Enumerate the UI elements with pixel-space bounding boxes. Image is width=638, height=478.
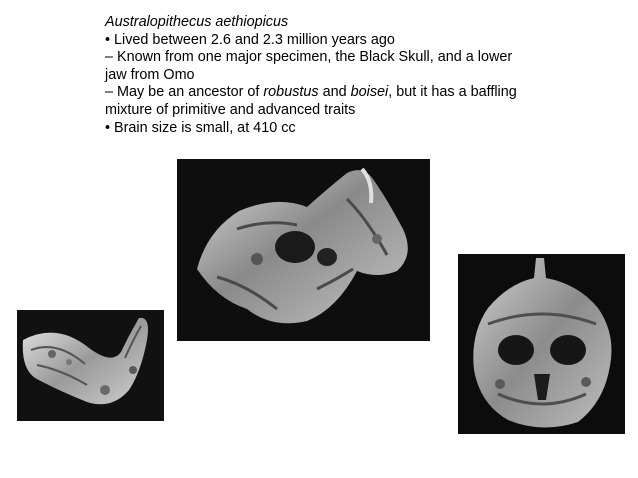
sub-bullet-ancestor: – May be an ancestor of robustus and boisei, but it has a baffling mixture of primitive and advanced traits	[105, 84, 517, 118]
bullet-lived-between: • Lived between 2.6 and 2.3 million years ago	[105, 31, 395, 48]
bullet-brain-size: • Brain size is small, at 410 cc	[105, 119, 296, 136]
lower-jaw-photo	[17, 310, 164, 421]
slide-text	[105, 14, 535, 137]
black-skull-front-photo	[458, 254, 625, 434]
black-skull-side-photo	[177, 159, 430, 341]
sub-bullet-known-from: – Known from one major specimen, the Black Skull, and a lower jaw from Omo	[105, 49, 513, 83]
species-heading: Australopithecus aethiopicus	[105, 14, 289, 30]
